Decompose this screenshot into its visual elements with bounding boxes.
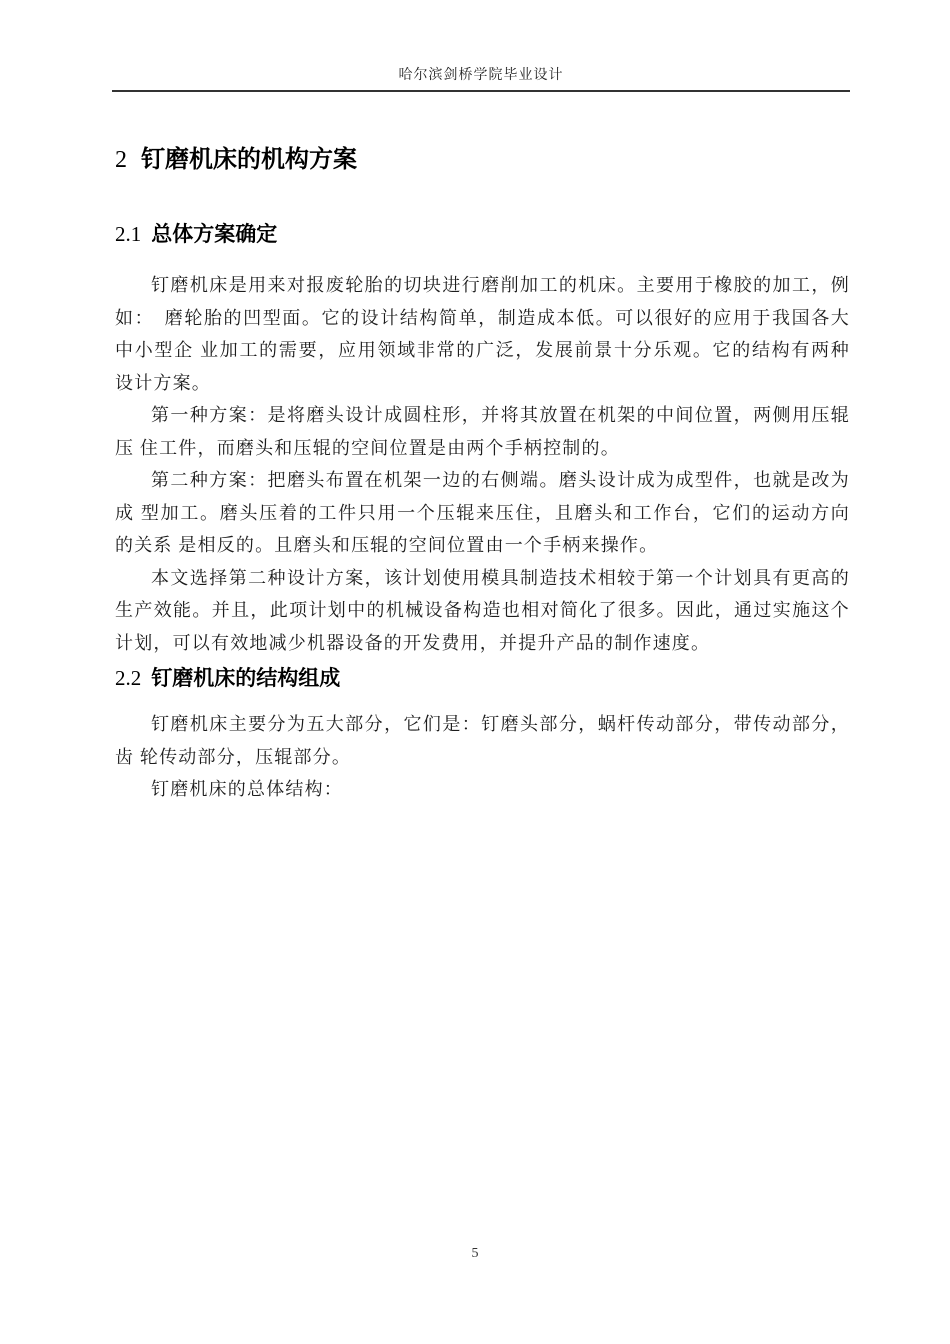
section-number: 2.1 <box>115 222 142 246</box>
page-content <box>115 88 850 806</box>
chapter-number: 2 <box>115 147 127 173</box>
chapter-heading <box>115 144 850 176</box>
page-footer <box>0 1246 950 1262</box>
section-number: 2.2 <box>115 666 142 690</box>
paragraph-overview: 钉磨机床是用来对报废轮胎的切块进行磨削加工的机床。主要用于橡胶的加工，例如： 磨轮胎的凹型面。它的设计结构简单，制造成本低。可以很好的应用于我国各大中小型企 业加工的需要，应用领域非常的广泛，发展前景十分乐观。它的结构有两种设计方案。 <box>115 275 850 393</box>
section-heading-2-2 <box>115 664 850 693</box>
paragraph-scheme-one: 第一种方案：是将磨头设计成圆柱形，并将其放置在机架的中间位置，两侧用压辊压 住工件，而磨头和压辊的空间位置是由两个手柄控制的。 <box>115 405 850 458</box>
section-title: 钉磨机床的结构组成 <box>151 667 341 690</box>
paragraph-scheme-two: 第二种方案：把磨头布置在机架一边的右侧端。磨头设计成为成型件，也就是改为成 型加工。磨头压着的工件只用一个压辊来压住，且磨头和工作台，它们的运动方向的关系 是相反的。且磨头和压辊的空间位置由一个手柄来操作。 <box>115 470 850 555</box>
page-number: 5 <box>471 1246 479 1261</box>
paragraph-structure-parts: 钉磨机床主要分为五大部分，它们是：钉磨头部分，蜗杆传动部分，带传动部分，齿 轮传动部分，压辊部分。 <box>115 714 850 767</box>
paragraph-structure-lead-in: 钉磨机床的总体结构： <box>151 779 343 799</box>
chapter-title: 钉磨机床的机构方案 <box>141 146 357 173</box>
section-heading-2-1 <box>115 220 850 249</box>
paragraph-scheme-choice: 本文选择第二种设计方案，该计划使用模具制造技术相较于第一个计划具有更高的生产效能。并且，此项计划中的机械设备构造也相对简化了很多。因此，通过实施这个计划，可以有效地减少机器设备的开发费用，并提升产品的制作速度。 <box>115 567 850 653</box>
header-title: 哈尔滨剑桥学院毕业设计 <box>398 68 564 83</box>
section-title: 总体方案确定 <box>151 223 278 246</box>
